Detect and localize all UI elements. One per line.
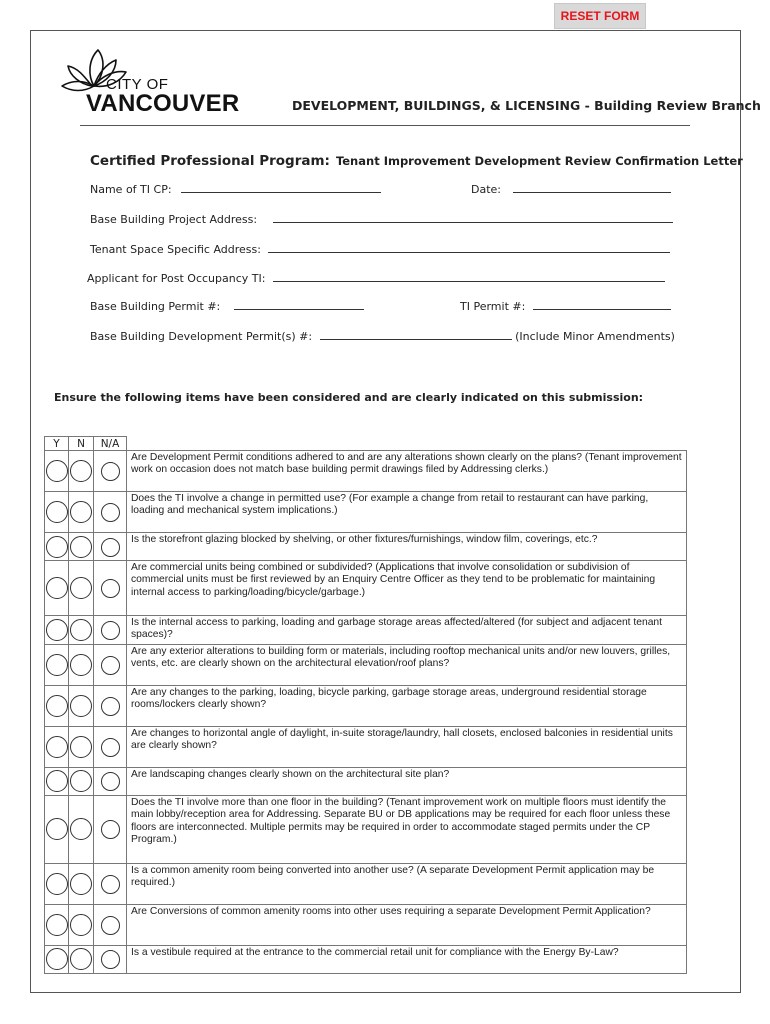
checklist-row [45,726,687,767]
radio-na-button[interactable] [101,738,120,757]
radio-yes-button[interactable] [46,501,68,523]
checklist-question: Are commercial units being combined or subdivided? (Applications that involve consolidation or subdivision of commercial units must be first reviewed by an Enquiry Centre Officer as they tend to be problematic for maintaining internal access to parking/loading/bicycle/garbage.) [127,561,687,616]
applicant-field [87,272,665,285]
checklist-question: Are any exterior alterations to building form or materials, including rooftop mechanical units and/or new louvers, grilles, vents, etc. are clearly shown on the architectural elevation/roof plans? [127,644,687,685]
radio-cell-no [69,616,94,645]
radio-cell-na [94,945,127,973]
radio-na-button[interactable] [101,875,120,894]
radio-cell-yes [45,945,69,973]
radio-cell-no [69,795,94,863]
checklist-question: Does the TI involve a change in permitted use? (For example a change from retail to restaurant can have parking, loading and mechanical system implications.) [127,492,687,533]
header-divider [80,125,690,126]
radio-na-button[interactable] [101,462,120,481]
radio-yes-button[interactable] [46,914,68,936]
name-of-ti-cp-label: Name of TI CP: [90,183,172,196]
tenant-space-address-input[interactable] [268,243,670,253]
radio-na-button[interactable] [101,621,120,640]
radio-no-button[interactable] [70,948,92,970]
ensure-heading: Ensure the following items have been considered and are clearly indicated on this submission: [54,391,644,404]
radio-cell-na [94,492,127,533]
checklist-row [45,795,687,863]
radio-no-button[interactable] [70,619,92,641]
checklist-row [45,492,687,533]
checklist-row [45,616,687,645]
department-title: DEVELOPMENT, BUILDINGS, & LICENSING - Building Review Branch [292,98,761,113]
radio-yes-button[interactable] [46,577,68,599]
checklist-question: Is the storefront glazing blocked by shelving, or other fixtures/furnishings, window film, coverings, etc.? [127,533,687,561]
col-header-y: Y [45,437,69,451]
radio-cell-yes [45,795,69,863]
date-field [471,183,671,196]
checklist-question: Are landscaping changes clearly shown on the architectural site plan? [127,767,687,795]
radio-cell-yes [45,561,69,616]
checklist-row [45,685,687,726]
radio-no-button[interactable] [70,818,92,840]
tenant-space-address-label: Tenant Space Specific Address: [90,243,261,256]
radio-cell-no [69,561,94,616]
radio-cell-yes [45,492,69,533]
radio-cell-na [94,767,127,795]
radio-cell-yes [45,904,69,945]
col-header-n: N [69,437,94,451]
checklist-question: Are changes to horizontal angle of daylight, in-suite storage/laundry, hall closets, enclosed balconies in residential units are clearly shown? [127,726,687,767]
base-building-permit-field [90,300,364,313]
radio-na-button[interactable] [101,820,120,839]
radio-cell-yes [45,533,69,561]
checklist-question: Are Development Permit conditions adhered to and are any alterations shown clearly on the plans? (Tenant improvement work on occasion does not match base building permit drawings filed by Addressing clerks.) [127,451,687,492]
radio-cell-yes [45,726,69,767]
checklist-row [45,904,687,945]
radio-yes-button[interactable] [46,695,68,717]
radio-cell-no [69,492,94,533]
checklist-row [45,533,687,561]
radio-cell-no [69,644,94,685]
ti-permit-input[interactable] [533,300,671,310]
radio-yes-button[interactable] [46,873,68,895]
radio-na-button[interactable] [101,772,120,791]
date-label: Date: [471,183,501,196]
radio-na-button[interactable] [101,916,120,935]
checklist-question: Does the TI involve more than one floor in the building? (Tenant improvement work on multiple floors must identify the main lobby/reception area for Addressing. Separate BU or DB applications may be required for each floor unless these floors are interconnected. Multiple permits may be required in order to accommodate staged permits under the CP Program.) [127,795,687,863]
col-header-question [127,437,687,451]
dev-permits-label: Base Building Development Permit(s) #: [90,330,313,343]
radio-na-button[interactable] [101,656,120,675]
radio-no-button[interactable] [70,736,92,758]
checklist-body [45,451,687,974]
radio-cell-na [94,685,127,726]
applicant-input[interactable] [273,272,665,282]
radio-no-button[interactable] [70,654,92,676]
checklist-row [45,644,687,685]
col-header-na: N/A [94,437,127,451]
radio-yes-button[interactable] [46,460,68,482]
dev-permits-input[interactable] [320,330,512,340]
radio-cell-no [69,685,94,726]
checklist-row [45,767,687,795]
checklist-row [45,945,687,973]
program-label: Certified Professional Program: [90,153,330,169]
checklist-table [44,436,687,974]
radio-yes-button[interactable] [46,818,68,840]
radio-cell-na [94,795,127,863]
program-title: Tenant Improvement Development Review Confirmation Letter [335,154,743,168]
checklist-question: Is a common amenity room being converted into another use? (A separate Development Permit application may be required.) [127,863,687,904]
radio-cell-na [94,726,127,767]
checklist-question: Are any changes to the parking, loading, bicycle parking, garbage storage areas, underground residential storage rooms/lockers clearly shown? [127,685,687,726]
radio-cell-no [69,945,94,973]
city-logo [58,46,240,120]
radio-cell-no [69,767,94,795]
radio-cell-na [94,616,127,645]
checklist-header-row [45,437,687,451]
radio-cell-no [69,863,94,904]
radio-yes-button[interactable] [46,736,68,758]
tenant-space-address-field [90,243,670,256]
radio-cell-no [69,726,94,767]
radio-cell-yes [45,685,69,726]
checklist-question: Is a vestibule required at the entrance to the commercial retail unit for compliance with the Energy By-Law? [127,945,687,973]
radio-cell-no [69,533,94,561]
checklist-row [45,451,687,492]
radio-cell-na [94,533,127,561]
name-of-ti-cp-input[interactable] [181,183,381,193]
radio-no-button[interactable] [70,501,92,523]
radio-yes-button[interactable] [46,619,68,641]
ti-permit-label: TI Permit #: [460,300,526,313]
radio-cell-yes [45,644,69,685]
radio-no-button[interactable] [70,873,92,895]
radio-cell-yes [45,767,69,795]
name-of-ti-cp-field [90,183,381,196]
reset-form-button[interactable]: RESET FORM [554,3,646,29]
radio-cell-yes [45,863,69,904]
radio-yes-button[interactable] [46,948,68,970]
radio-cell-yes [45,451,69,492]
base-building-address-label: Base Building Project Address: [90,213,258,226]
radio-no-button[interactable] [70,770,92,792]
base-building-permit-label: Base Building Permit #: [90,300,221,313]
dev-permits-field [90,330,675,343]
radio-yes-button[interactable] [46,654,68,676]
radio-no-button[interactable] [70,536,92,558]
base-building-permit-input[interactable] [234,300,364,310]
base-building-address-input[interactable] [273,213,673,223]
checklist-question: Is the internal access to parking, loading and garbage storage areas affected/altered (for subject and adjacent tenant spaces)? [127,616,687,645]
logo-vancouver: VANCOUVER [86,90,240,117]
radio-no-button[interactable] [70,460,92,482]
radio-cell-no [69,904,94,945]
ti-permit-field [460,300,671,313]
checklist-row [45,561,687,616]
radio-cell-na [94,863,127,904]
radio-no-button[interactable] [70,695,92,717]
radio-cell-na [94,561,127,616]
applicant-label: Applicant for Post Occupancy TI: [87,272,266,285]
radio-na-button[interactable] [101,579,120,598]
program-heading [90,150,743,169]
base-building-address-field [90,213,673,226]
radio-na-button[interactable] [101,538,120,557]
radio-na-button[interactable] [101,503,120,522]
radio-yes-button[interactable] [46,536,68,558]
radio-cell-na [94,451,127,492]
radio-yes-button[interactable] [46,770,68,792]
radio-no-button[interactable] [70,914,92,936]
checklist-row [45,863,687,904]
radio-cell-yes [45,616,69,645]
date-input[interactable] [513,183,671,193]
radio-na-button[interactable] [101,950,120,969]
radio-cell-na [94,644,127,685]
radio-na-button[interactable] [101,697,120,716]
checklist-question: Are Conversions of common amenity rooms into other uses requiring a separate Development Permit Application? [127,904,687,945]
dev-permits-note: (Include Minor Amendments) [515,330,675,343]
radio-cell-no [69,451,94,492]
radio-no-button[interactable] [70,577,92,599]
radio-cell-na [94,904,127,945]
logo-city-of: CITY OF [106,76,169,93]
